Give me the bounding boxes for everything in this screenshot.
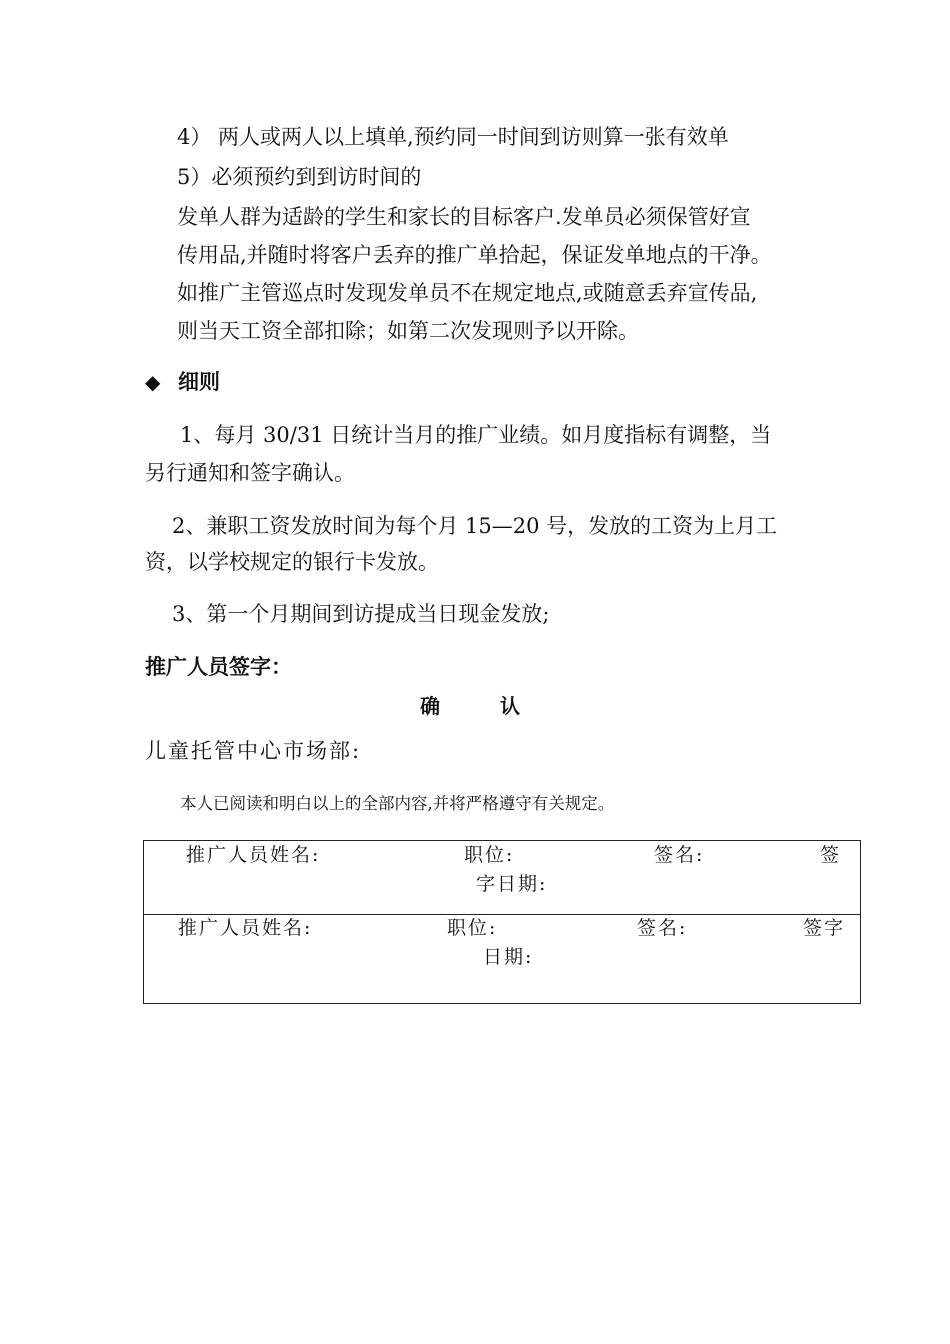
detail-item-1-line-2: 另行通知和签字确认。 <box>145 461 355 485</box>
signature-table <box>143 840 861 1004</box>
row1-date-label-start: 签 <box>820 844 842 866</box>
row2-date-label-start: 签字 <box>803 917 846 939</box>
rule-paragraph-line-2: 传用品,并随时将客户丢弃的推广单拾起，保证发单地点的干净。 <box>177 243 772 267</box>
confirm-title: 确 认 <box>420 694 520 718</box>
detail-item-2-line-2: 资，以学校规定的银行卡发放。 <box>145 550 439 574</box>
row2-name-label: 推广人员姓名: <box>178 917 313 939</box>
detail-item-3: 3、第一个月期间到访提成当日现金发放; <box>172 602 550 626</box>
rule-paragraph-line-4: 则当天工资全部扣除；如第二次发现则予以开除。 <box>177 319 639 343</box>
statement: 本人已阅读和明白以上的全部内容,并将严格遵守有关规定。 <box>180 794 615 813</box>
row1-position-label: 职位: <box>464 844 515 866</box>
row2-date-label-end: 日期: <box>483 946 534 968</box>
addressee: 儿童托管中心市场部: <box>145 739 362 763</box>
detail-item-2-line-1: 2、兼职工资发放时间为每个月 15—20 号，发放的工资为上月工 <box>172 514 778 538</box>
row1-date-label-end: 字日期: <box>476 873 548 895</box>
row1-name-label: 推广人员姓名: <box>186 844 321 866</box>
rule-item-5: 5）必须预约到到访时间的 <box>177 165 422 189</box>
rule-paragraph-line-1: 发单人群为适龄的学生和家长的目标客户.发单员必须保管好宣 <box>177 205 751 229</box>
detail-item-1-line-1: 1、每月 30/31 日统计当月的推广业绩。如月度指标有调整，当 <box>180 423 772 447</box>
row1-sign-label: 签名: <box>654 844 705 866</box>
row2-sign-label: 签名: <box>637 917 688 939</box>
rule-paragraph-line-3: 如推广主管巡点时发现发单员不在规定地点,或随意丢弃宣传品, <box>177 281 758 305</box>
details-heading: 细则 <box>178 370 220 394</box>
rule-item-4: 4） 两人或两人以上填单,预约同一时间到访则算一张有效单 <box>177 125 729 149</box>
signature-label: 推广人员签字： <box>145 655 292 679</box>
row2-position-label: 职位: <box>447 917 498 939</box>
diamond-bullet-icon: ◆ <box>145 370 161 394</box>
